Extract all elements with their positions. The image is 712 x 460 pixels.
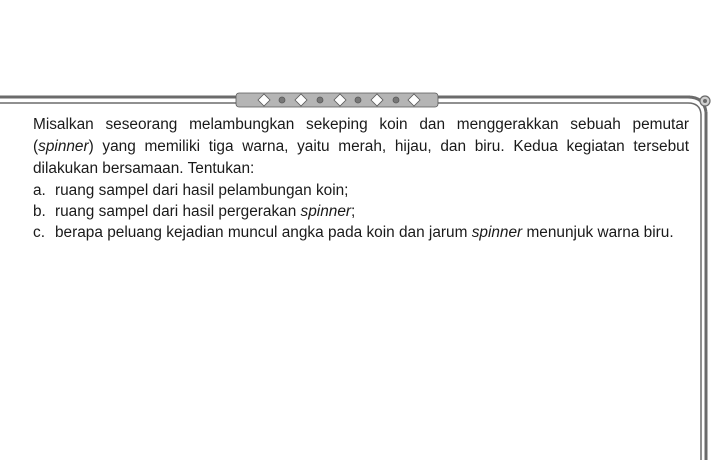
item-italic-term: spinner bbox=[300, 203, 352, 220]
question-item-a bbox=[33, 180, 689, 201]
question-item-c bbox=[33, 222, 689, 243]
intro-text-continued: ) yang memiliki tiga warna, yaitu merah, hijau, dan biru. Kedua kegiatan tersebut dilakukan bersamaan. Tentukan: bbox=[33, 138, 689, 177]
item-text-end: ; bbox=[351, 203, 356, 220]
intro-italic-term: spinner bbox=[38, 138, 89, 155]
intro-text: Misalkan seseorang melambungkan sekeping koin dan menggerakkan sebuah pemutar ( bbox=[33, 116, 689, 155]
item-text: ruang sampel dari hasil pelambungan koin; bbox=[55, 182, 349, 199]
item-text-end: menunjuk warna biru. bbox=[522, 224, 674, 241]
frame-ornament bbox=[236, 93, 438, 107]
item-marker: b. bbox=[33, 203, 46, 220]
frame-corner-ornament bbox=[688, 96, 710, 114]
problem-content bbox=[33, 114, 689, 243]
item-text: berapa peluang kejadian muncul angka pada koin dan jarum bbox=[55, 224, 472, 241]
item-marker: a. bbox=[33, 182, 46, 199]
problem-intro bbox=[33, 114, 689, 180]
item-italic-term: spinner bbox=[471, 224, 523, 241]
item-marker: c. bbox=[33, 224, 45, 241]
item-text: ruang sampel dari hasil pergerakan bbox=[55, 203, 301, 220]
question-item-b bbox=[33, 201, 689, 222]
question-list bbox=[33, 180, 689, 243]
